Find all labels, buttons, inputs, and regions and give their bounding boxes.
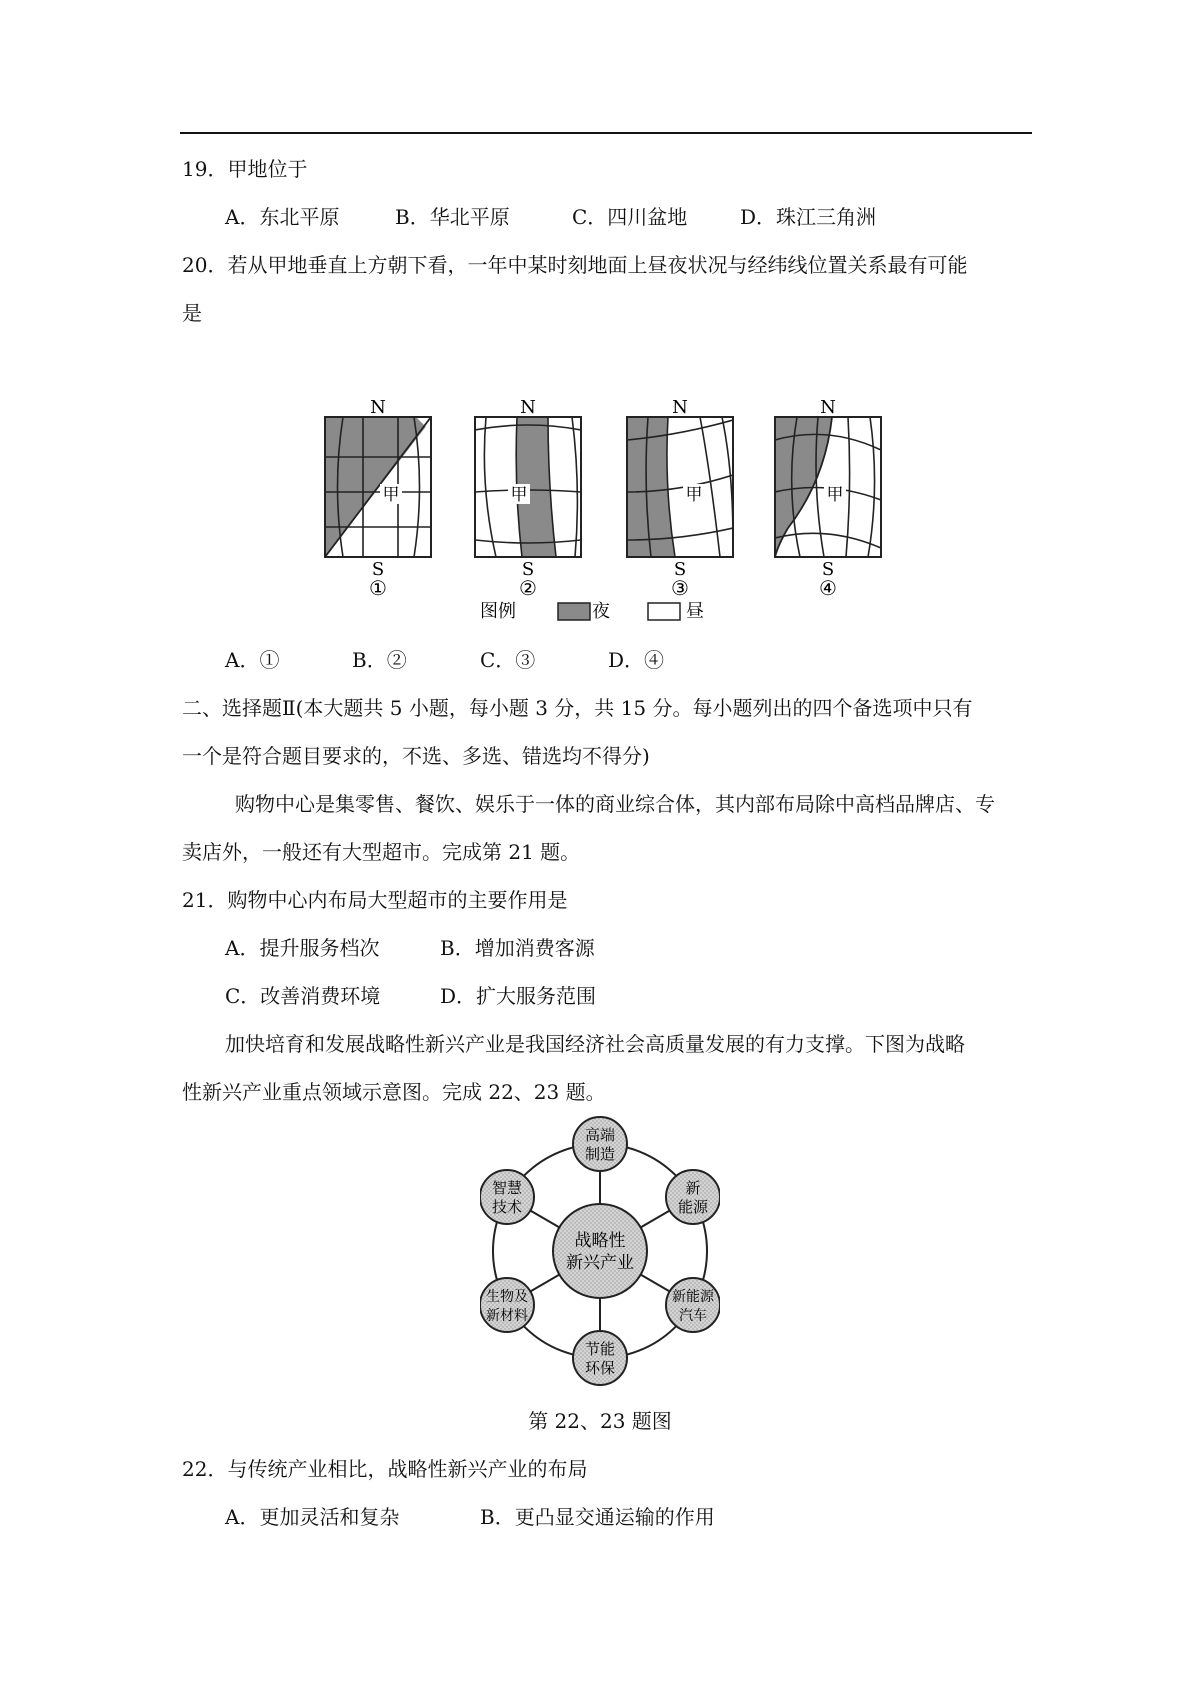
node-label: 新材料 — [486, 1308, 528, 1324]
legend-night-label: 夜 — [592, 601, 610, 622]
passage21-line2: 卖店外，一般还有大型超市。完成第 21 题。 — [182, 840, 581, 864]
north-label-2: N — [520, 397, 536, 418]
node-label: 新 — [685, 1179, 701, 1197]
legend-day-label: 昼 — [686, 601, 704, 622]
q22-option-b: B．更凸显交通运输的作用 — [480, 1505, 715, 1529]
section2-line2: 一个是符合题目要求的，不选、多选、错选均不得分) — [182, 744, 650, 768]
daynight-figure — [0, 390, 1200, 630]
north-label-4: N — [820, 397, 836, 418]
legend-day-swatch — [648, 603, 680, 620]
q22-stem: 22．与传统产业相比，战略性新兴产业的布局 — [182, 1457, 588, 1481]
q19-option-d: D．珠江三角洲 — [740, 205, 877, 229]
diagram-caption: 第 22、23 题图 — [528, 1409, 672, 1433]
center-label-line2: 新兴产业 — [566, 1253, 634, 1273]
q22-option-a: A．更加灵活和复杂 — [225, 1505, 400, 1529]
site-label-3: 甲 — [685, 485, 703, 505]
north-label-1: N — [370, 397, 386, 418]
q21-option-d: D．扩大服务范围 — [440, 984, 597, 1008]
node-label: 智慧 — [491, 1179, 523, 1197]
q19-option-b: B．华北平原 — [395, 205, 510, 229]
center-node — [553, 1204, 647, 1298]
q19-stem: 19．甲地位于 — [182, 157, 308, 181]
passage22-line2: 性新兴产业重点领域示意图。完成 22、23 题。 — [182, 1080, 606, 1104]
header-rule — [180, 132, 1032, 134]
node-high-end-manufacturing — [573, 1117, 627, 1171]
legend-night-swatch — [558, 603, 590, 620]
site-label-4: 甲 — [826, 485, 844, 505]
panel-label-4: ④ — [819, 576, 837, 600]
center-label-line1: 战略性 — [574, 1231, 626, 1251]
node-label: 制造 — [584, 1145, 616, 1163]
q19-option-c: C．四川盆地 — [572, 205, 688, 229]
q20-option-c: C．③ — [480, 648, 536, 672]
q20-option-b: B．② — [352, 648, 407, 672]
north-label-3: N — [672, 397, 688, 418]
node-label: 能源 — [677, 1198, 709, 1216]
panel-label-2: ② — [519, 576, 537, 600]
south-label-4: S — [821, 559, 835, 580]
node-label: 环保 — [584, 1359, 616, 1377]
passage21-line1: 购物中心是集零售、餐饮、娱乐于一体的商业综合体，其内部布局除中高档品牌店、专 — [235, 792, 995, 816]
q21-option-b: B．增加消费客源 — [440, 936, 595, 960]
industry-diagram — [480, 1115, 720, 1390]
node-label: 节能 — [584, 1340, 616, 1358]
node-label: 高端 — [584, 1126, 616, 1144]
panel-3 — [627, 417, 733, 557]
node-new-energy-vehicles — [666, 1278, 720, 1332]
legend-title: 图例 — [480, 601, 516, 622]
node-energy-saving — [573, 1331, 627, 1385]
passage22-line1: 加快培育和发展战略性新兴产业是我国经济社会高质量发展的有力支撑。下图为战略 — [225, 1032, 965, 1056]
q21-stem: 21．购物中心内布局大型超市的主要作用是 — [182, 888, 568, 912]
q20-stem-line2: 是 — [182, 301, 202, 325]
panel-1 — [325, 417, 431, 557]
q20-option-d: D．④ — [608, 648, 665, 672]
node-smart-technology — [480, 1170, 534, 1224]
node-label: 生物及 — [486, 1289, 528, 1305]
q20-stem-line1: 20．若从甲地垂直上方朝下看，一年中某时刻地面上昼夜状况与经纬线位置关系最有可能 — [182, 253, 968, 277]
node-biotech-materials — [480, 1278, 534, 1332]
node-new-energy — [666, 1170, 720, 1224]
south-label-1: S — [371, 559, 385, 580]
section2-line1: 二、选择题Ⅱ(本大题共 5 小题，每小题 3 分，共 15 分。每小题列出的四个备选项中只有 — [182, 696, 973, 720]
node-label: 汽车 — [679, 1308, 707, 1324]
site-label-1: 甲 — [382, 485, 400, 505]
node-label: 新能源 — [672, 1289, 714, 1305]
q20-option-a: A．① — [225, 648, 280, 672]
q19-option-a: A．东北平原 — [225, 205, 340, 229]
south-label-3: S — [673, 559, 687, 580]
node-label: 技术 — [491, 1198, 523, 1216]
south-label-2: S — [521, 559, 535, 580]
panel-label-1: ① — [369, 576, 387, 600]
q21-option-a: A．提升服务档次 — [225, 936, 380, 960]
q21-option-c: C．改善消费环境 — [225, 984, 381, 1008]
panel-label-3: ③ — [671, 576, 689, 600]
site-label-2: 甲 — [510, 485, 528, 505]
